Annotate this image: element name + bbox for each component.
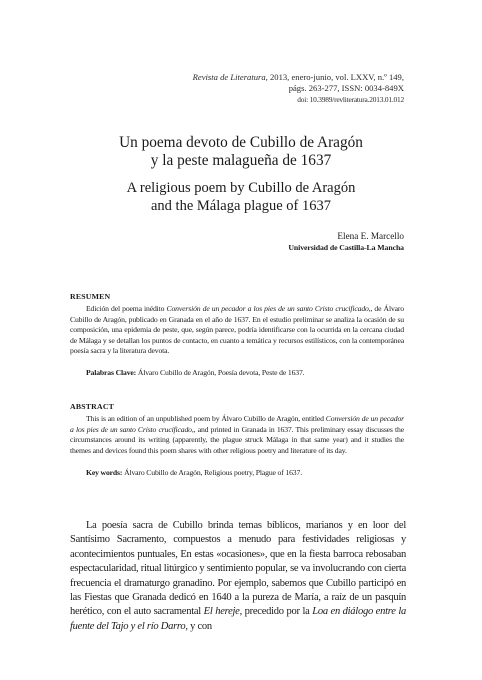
body-text-a: La poesía sacra de Cubillo brinda temas bíblicos, marianos y en loor del Santísimo Sacramento, compuestos a menudo para festividades religiosas y acontecimientos puntuales, En estas «ocasiones», que en la fiesta barroca rebosaban espectacularidad, ritual litúrgico y sentimiento popular, se va involucrando con cierta frecuencia el dramaturgo granadino. Por ejemplo, sabemos que Cubillo participó en las Fiestas que Granada dedicó en 1640 a la pureza de María, a raíz de un pasquín herético, con el auto sacramental [70, 520, 406, 618]
title-en-line2: and the Málaga plague of 1637 [151, 197, 331, 214]
resumen-poem-title: Conversión de un pecador a los pies de un santo Cristo crucificado [166, 304, 369, 313]
title-es-line1: Un poema devoto de Cubillo de Aragón [119, 134, 363, 151]
resumen-text-end: ,, de Álvaro Cubillo de Aragón, publicado en Granada en el año de 1637. En el estudio preliminar se analiza la ocasión de su composición, una epidemia de peste, que, según parece, podría identificarse con la ocurrida en la cercana ciudad de Málaga y se detallan los puntos de contacto, en cuanto a temática y recursos estilísticos, con la contemporánea poesía sacra y la literatura devota. [70, 304, 404, 356]
resumen-keywords-label: Palabras Clave: [86, 368, 137, 377]
abstract-keywords-label: Key words: [86, 468, 123, 477]
journal-doi: doi: 10.3989/revliteratura.2013.01.012 [297, 95, 404, 104]
abstract-text [70, 414, 404, 456]
journal-name: Revista de Literatura [192, 72, 266, 82]
abstract-text-end: ,, and printed in Granada in 1637. This preliminary essay discusses the circumstances around its writing (apparently, the plague struck Málaga in that same year) and it studies the themes and devices found this poem shares with other religious poetry and literature of its day. [70, 424, 404, 455]
author-affiliation: Universidad de Castilla-La Mancha [288, 243, 404, 252]
journal-header [104, 72, 404, 105]
author-name: Elena E. Marcello [337, 231, 404, 241]
journal-citation [104, 72, 404, 83]
body-work-title-1: El hereje [203, 606, 240, 618]
journal-pages: págs. 263-277, ISSN: 0034-849X [288, 83, 404, 93]
journal-issue: , 2013, enero-junio, vol. LXXV, n.º 149, [265, 72, 404, 82]
resumen-heading: RESUMEN [70, 292, 111, 301]
title-english [60, 180, 422, 215]
title-es-line2: y la peste malagueña de 1637 [150, 152, 332, 169]
body-text-c: , y con [185, 620, 212, 632]
abstract-text-start: This is an edition of an unpublished poem by Álvaro Cubillo de Aragón, entitled [86, 414, 326, 423]
abstract-keywords-text: Álvaro Cubillo de Aragón, Religious poetry, Plague of 1637. [122, 468, 302, 477]
abstract-poem-title: Conversión de un pecador a los pies de un santo Cristo crucificado [70, 414, 404, 434]
body-text-b: , precedido por la [239, 606, 313, 618]
abstract-keywords [86, 468, 302, 477]
resumen-keywords [86, 368, 304, 377]
resumen-keywords-text: Álvaro Cubillo de Aragón, Poesía devota, Peste de 1637. [136, 368, 305, 377]
resumen-text [70, 304, 404, 357]
body-paragraph [70, 519, 406, 634]
body-work-title-2: Loa en diálogo entre la fuente del Tajo y el río Darro [70, 606, 406, 632]
abstract-heading: ABSTRACT [70, 402, 115, 411]
title-en-line1: A religious poem by Cubillo de Aragón [126, 180, 356, 196]
resumen-text-start: Edición del poema inédito [86, 304, 167, 313]
title-spanish [60, 134, 422, 170]
